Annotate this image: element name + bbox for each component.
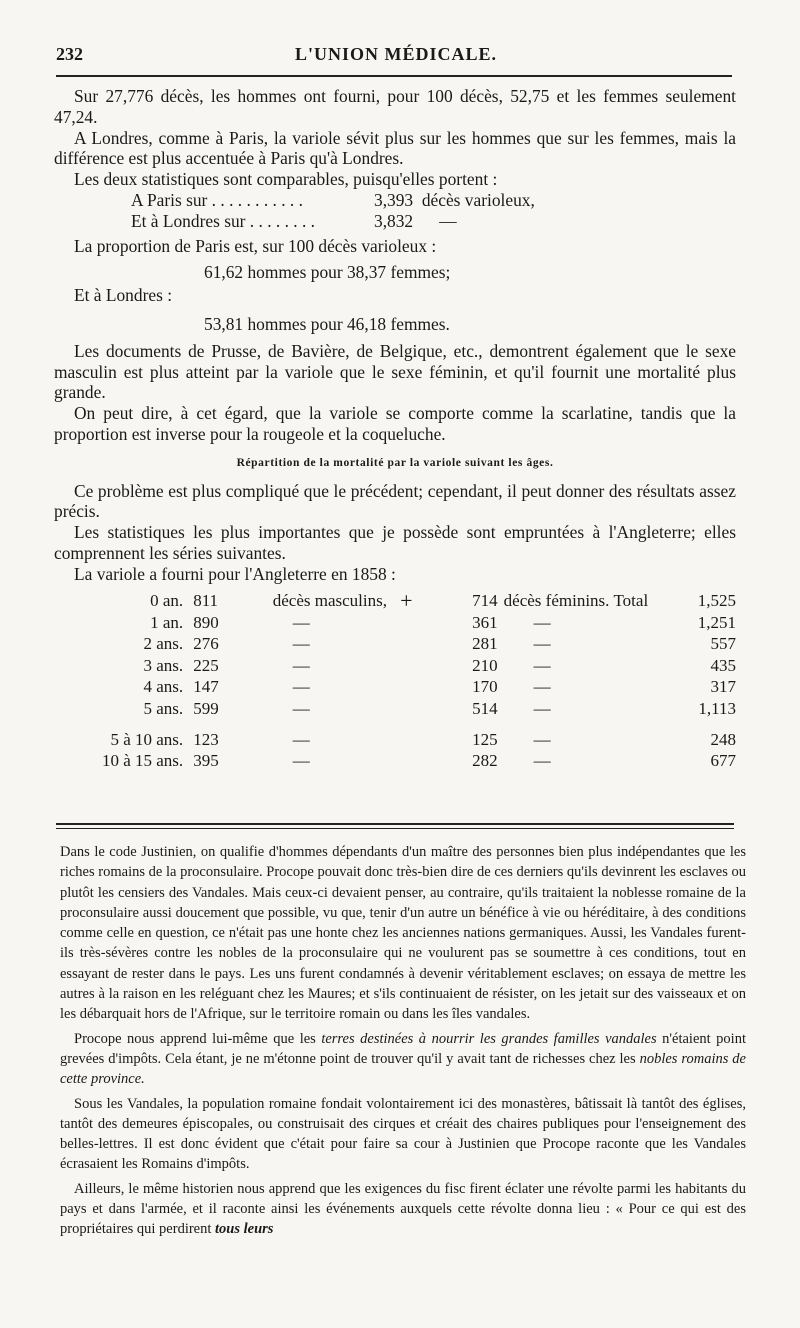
total-label-cell	[613, 720, 648, 751]
feuilleton-rule	[56, 823, 734, 825]
female-label-cell: —	[533, 677, 551, 697]
italic-span: terres destinées à nourrir les grandes familles vandales	[321, 1030, 657, 1047]
female-deaths-cell: 170	[472, 677, 498, 697]
londres-intro: Et à Londres :	[74, 285, 173, 306]
page-number: 232	[56, 44, 83, 64]
table-row	[84, 699, 736, 721]
londres-proportion: 53,81 hommes pour 46,18 femmes.	[204, 313, 450, 334]
male-label-cell: décès masculins,	[272, 590, 387, 610]
total-label-cell	[613, 634, 648, 656]
male-deaths-cell: 147	[193, 677, 219, 697]
paragraph: A Londres, comme à Paris, la variole sévit plus sur les hommes que sur les femmes, mais la différence est plus accentuée à Paris qu'à Londres.	[54, 127, 736, 169]
total-cell: 1,525	[697, 590, 736, 610]
age-cell: 1 an.	[150, 612, 184, 632]
total-cell: 1,251	[697, 612, 736, 632]
separator-cell	[387, 699, 426, 721]
paragraph	[60, 1179, 746, 1240]
age-cell: 10 à 15 ans.	[101, 751, 184, 771]
age-cell: 2 ans.	[143, 634, 184, 654]
paragraph: La proportion de Paris est, sur 100 décès varioleux :	[74, 235, 437, 256]
running-header	[56, 44, 736, 70]
female-deaths-cell: 210	[472, 655, 498, 675]
text-span: Procope nous apprend lui-même que les	[74, 1030, 322, 1047]
total-cell: 557	[710, 634, 736, 654]
londres-label: Et à Londres sur . . . . . . . .	[131, 210, 316, 231]
age-cell: 3 ans.	[143, 655, 184, 675]
total-label-cell: Total	[613, 590, 649, 610]
separator-cell	[387, 655, 426, 677]
italic-span: nobles romains de cette province.	[60, 1050, 746, 1088]
londres-count-line	[54, 211, 736, 232]
paragraph: La variole a fourni pour l'Angleterre en 1858 :	[74, 563, 396, 584]
female-deaths-cell: 714	[472, 590, 498, 610]
female-deaths-cell: 282	[472, 751, 498, 771]
male-label-cell: —	[292, 677, 310, 697]
paris-proportion: 61,62 hommes pour 38,37 femmes;	[204, 262, 451, 283]
paragraph: Dans le code Justinien, on qualifie d'hommes dépendants d'un maître des personnes bien plus indépendantes que les riches romains de la proconsulaire. Procope pouvait donc très-bien dire de ces derniers qu'ils devinrent les esclaves ou plutôt les censiers des Vandales. Mais ceux-ci devaient penser, au contraire, qu'ils traitaient la noblesse romaine de la proconsulaire aussi doucement que possible, vu que, tenir d'un autre un bénéfice à vie ou héréditaire, à des conditions comme celle en question, ce n'était pas une honte chez les anciennes nations germaniques. Aussi, les Vandales furent-ils très-sévères contre les nobles de la proconsulaire qui ne voulurent pas se soumettre à ces conditions, tout en essayant de rester dans le pays. Les uns furent condamnés à devenir véritablement esclaves; on essaya de mettre les autres à la raison en les reléguant chez les Maures; et s'ils continuaient de résister, on les jetait sur des vaisseaux et on les débarquait hors de l'Afrique, sur le territoire romain ou dans les îles vandales.	[60, 844, 746, 1023]
paragraph: Les documents de Prusse, de Bavière, de Belgique, etc., demontrent également que le sexe masculin est plus atteint par la variole que le sexe féminin, et qu'il fournit une mortalité plus grande.	[54, 340, 736, 403]
female-label-cell: —	[533, 612, 551, 632]
female-label-cell: —	[533, 751, 551, 771]
male-label-cell: —	[292, 751, 310, 771]
separator-cell	[387, 751, 426, 773]
separator-cell	[387, 677, 426, 699]
paris-count-line	[54, 190, 736, 211]
separator-cell	[387, 634, 426, 656]
male-deaths-cell: 123	[193, 730, 219, 750]
table-row	[84, 720, 736, 751]
total-label-cell	[613, 699, 648, 721]
female-deaths-cell: 361	[472, 612, 498, 632]
plus-sign: +	[400, 587, 413, 613]
male-deaths-cell: 276	[193, 634, 219, 654]
table-row	[84, 655, 736, 677]
paragraph: Sur 27,776 décès, les hommes ont fourni, pour 100 décès, 52,75 et les femmes seulement 47,24.	[54, 86, 736, 127]
feuilleton-rule-thin	[56, 828, 734, 829]
header-rule	[56, 75, 732, 77]
section-heading: Répartition de la mortalité par la variole suivant les âges.	[236, 456, 554, 469]
male-label-cell: —	[292, 698, 310, 718]
italic-span: tous leurs	[215, 1221, 274, 1238]
total-label-cell	[613, 612, 648, 634]
male-label-cell: —	[292, 634, 310, 654]
male-deaths-cell: 811	[193, 590, 219, 610]
female-label-cell: —	[533, 655, 551, 675]
paris-value: 3,393 décès varioleux,	[374, 189, 535, 210]
text-span: Ailleurs, le même historien nous apprend que les exigences du fisc firent éclater une révolte parmi les habitants du pays et dans l'armée, et il raconte ainsi les événements auxquels cette révolte donna lieu : « Pour ce qui est des propriétaires qui perdirent	[60, 1180, 746, 1238]
paragraph: Ce problème est plus compliqué que le précédent; cependant, il peut donner des résultats assez précis.	[54, 480, 736, 522]
paragraph: Les statistiques les plus importantes que je possède sont empruntées à l'Angleterre; elles comprennent les séries suivantes.	[54, 522, 736, 563]
table-row	[84, 751, 736, 773]
text-span: n'étaient point grevées d'impôts. Cela étant, je ne m'étonne point de trouver qu'il y avait tant de richesses chez les	[60, 1030, 746, 1067]
main-article	[54, 86, 736, 772]
smallpox-age-table	[84, 587, 736, 773]
age-cell: 5 à 10 ans.	[110, 730, 184, 750]
female-label-cell: —	[533, 730, 551, 750]
table-row	[84, 634, 736, 656]
table-row	[84, 591, 736, 613]
journal-title: L'UNION MÉDICALE.	[294, 44, 498, 64]
male-deaths-cell: 395	[193, 751, 219, 771]
table-row	[84, 612, 736, 634]
female-label-cell: décès féminins.	[503, 590, 610, 610]
female-deaths-cell: 125	[472, 730, 498, 750]
separator-cell	[387, 720, 426, 751]
total-cell: 1,113	[698, 698, 736, 718]
male-deaths-cell: 225	[193, 655, 219, 675]
total-cell: 435	[710, 655, 736, 675]
londres-value: 3,832 —	[374, 210, 457, 231]
age-cell: 5 ans.	[143, 698, 184, 718]
feuilleton	[60, 842, 746, 1240]
total-label-cell	[613, 751, 648, 773]
paragraph: On peut dire, à cet égard, que la variole se comporte comme la scarlatine, tandis que la proportion est inverse pour la rougeole et la coqueluche.	[54, 403, 736, 444]
total-cell: 317	[710, 677, 736, 697]
male-label-cell: —	[292, 612, 310, 632]
paragraph	[60, 1029, 746, 1090]
table-row	[84, 677, 736, 699]
paragraph: Les deux statistiques sont comparables, puisqu'elles portent :	[74, 169, 498, 190]
paris-label: A Paris sur . . . . . . . . . . .	[131, 189, 303, 210]
age-cell: 4 ans.	[143, 677, 184, 697]
male-deaths-cell: 599	[193, 698, 219, 718]
total-label-cell	[613, 677, 648, 699]
total-label-cell	[613, 655, 648, 677]
male-label-cell: —	[292, 730, 310, 750]
total-cell: 677	[710, 751, 736, 771]
female-label-cell: —	[533, 698, 551, 718]
female-label-cell: —	[533, 634, 551, 654]
female-deaths-cell: 514	[472, 698, 498, 718]
age-cell: 0 an.	[150, 590, 184, 610]
paragraph: Sous les Vandales, la population romaine fondait volontairement ici des monastères, bâtissait là tantôt des églises, tantôt des demeures épiscopales, ou construisait des cirques et créait des chaires publiques pour l'enseignement des belles-lettres. Il est donc évident que c'était pour faire sa cour à Justinien que Procope raconte que les Vandales écrasaient les Romains d'impôts.	[60, 1095, 746, 1173]
male-label-cell: —	[292, 655, 310, 675]
male-deaths-cell: 890	[193, 612, 219, 632]
female-deaths-cell: 281	[472, 634, 498, 654]
total-cell: 248	[710, 730, 736, 750]
separator-cell	[387, 612, 426, 634]
